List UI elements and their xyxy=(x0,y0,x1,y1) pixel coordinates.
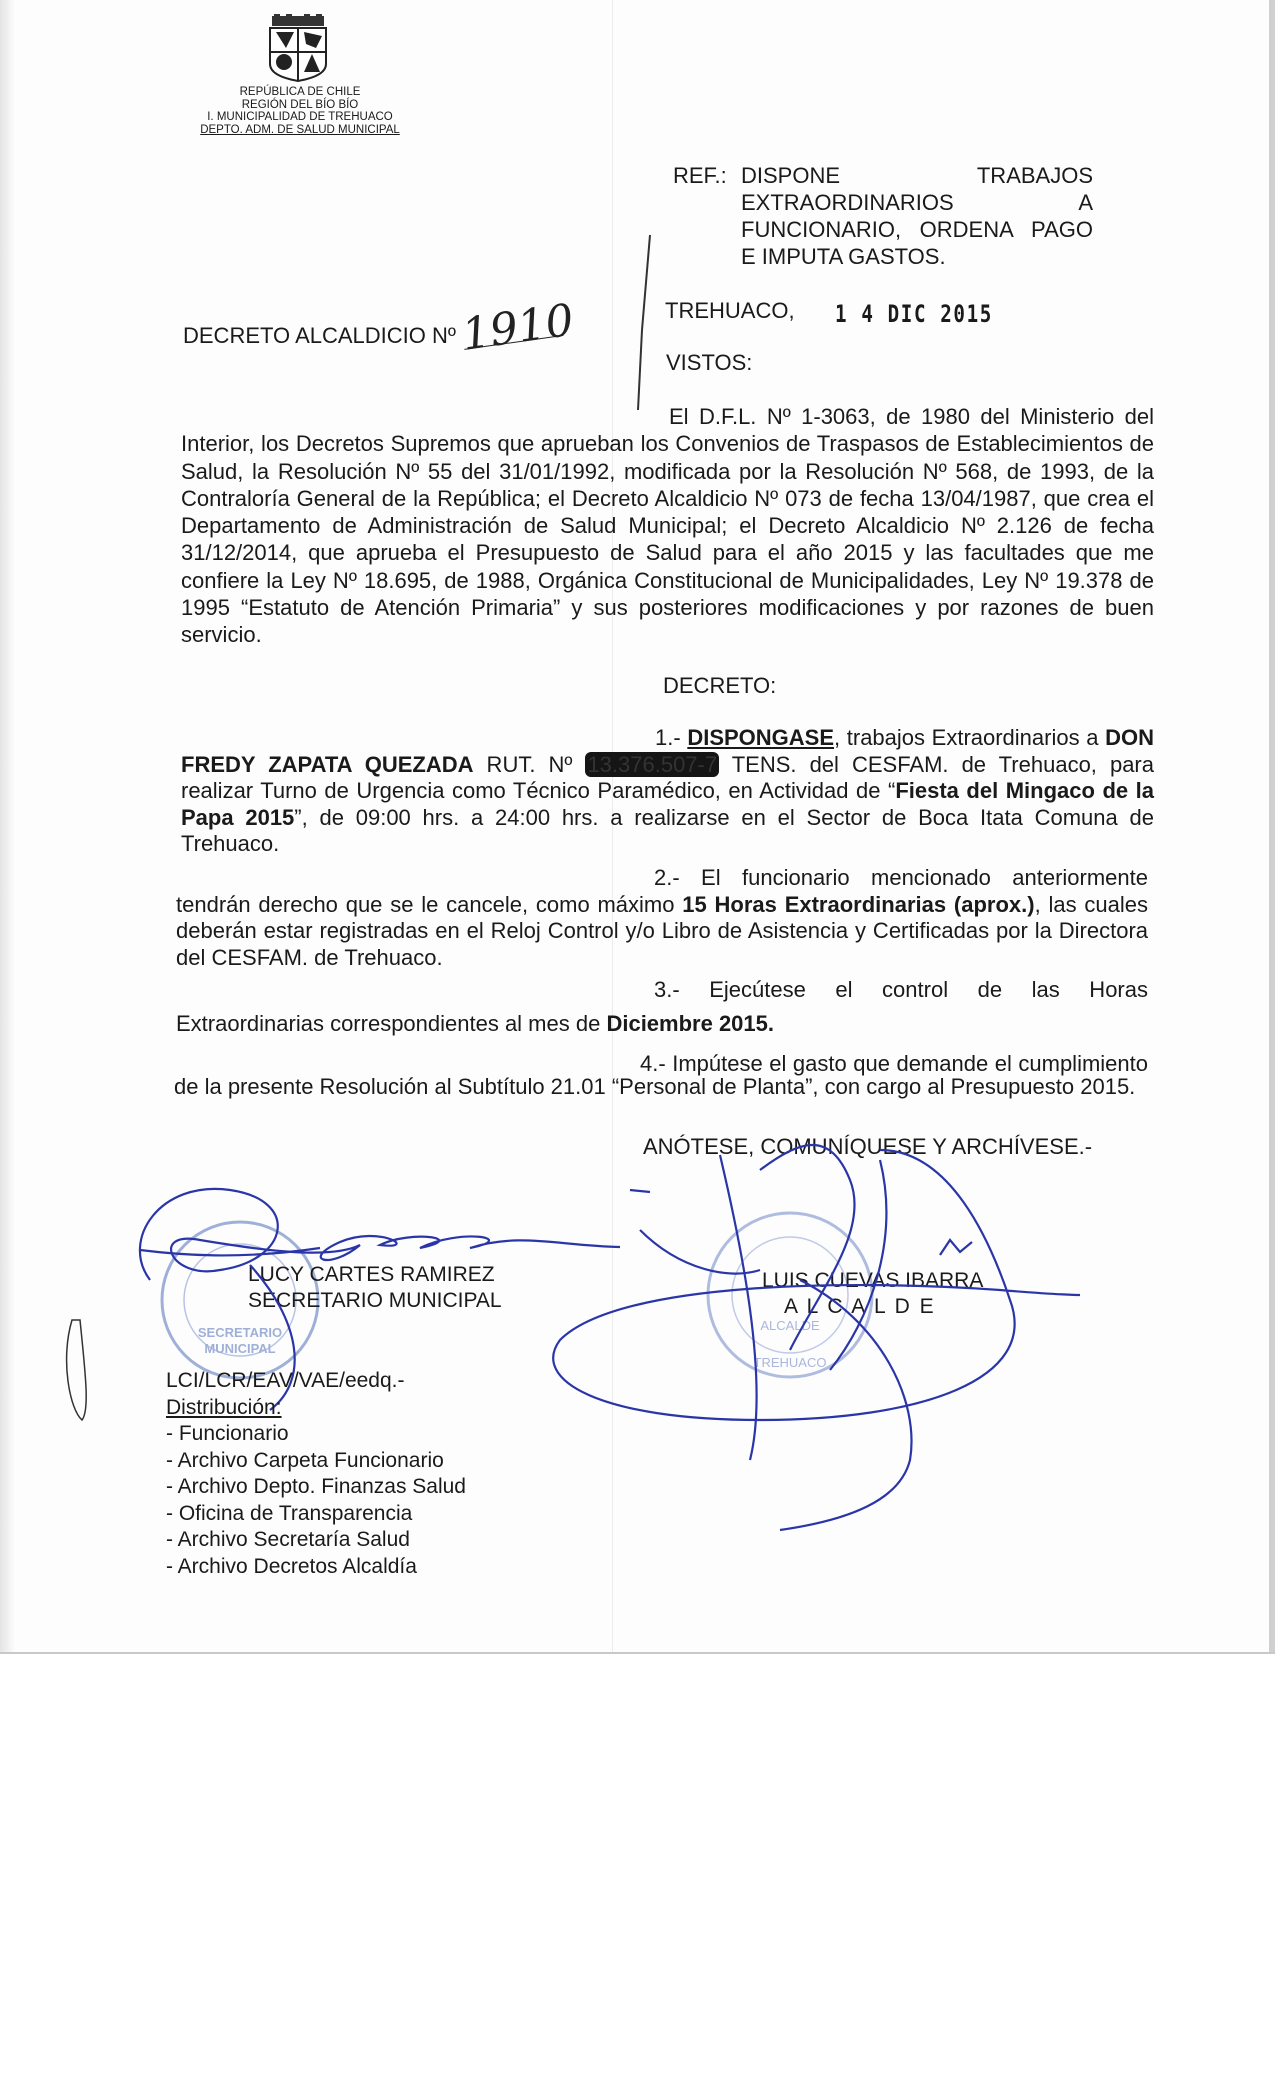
mayor-name: LUIS CUEVAS IBARRA xyxy=(762,1269,984,1292)
header-line: DEPTO. ADM. DE SALUD MUNICIPAL xyxy=(200,123,400,136)
distribution-item: - Archivo Decretos Alcaldía xyxy=(166,1554,417,1578)
header-line: REGIÓN DEL BÍO BÍO xyxy=(241,98,359,111)
employee-name: DON FREDY ZAPATA QUEZADA xyxy=(181,725,1154,777)
text: 2.- El funcionario mencionado anteriormente tendrán derecho que se le cancele, como máximo xyxy=(176,865,1148,917)
redacted-rut: 13.376.507-7 xyxy=(587,751,718,777)
distribution-item: - Archivo Carpeta Funcionario xyxy=(166,1448,444,1472)
stamp-text: MUNICIPAL xyxy=(204,1341,276,1356)
verb: DISPONGASE xyxy=(687,725,835,750)
ref-line: E IMPUTA GASTOS. xyxy=(741,244,946,269)
text: , trabajos Extraordinarios a xyxy=(834,725,1106,750)
handwritten-number: 1910 xyxy=(458,294,577,361)
decree-item-1 xyxy=(181,725,1154,858)
header-line: I. MUNICIPALIDAD DE TREHUACO xyxy=(207,111,393,123)
vistos-heading: VISTOS: xyxy=(666,350,753,375)
distribution-item: - Funcionario xyxy=(166,1422,289,1445)
mayor-title: A L C A L D E xyxy=(784,1295,936,1318)
decree-item-4: 4.- Impútese el gasto que demande el cumplimiento de la presente Resolución al Subtítulo 21.01 “Personal de Planta”, con cargo al Presupuesto 2015. xyxy=(174,1051,1148,1099)
stamp-text: TREHUACO xyxy=(753,1355,827,1370)
decree-label: DECRETO ALCALDICIO Nº xyxy=(183,323,456,348)
header-line: REPÚBLICA DE CHILE xyxy=(239,86,361,98)
closing-formula: ANÓTESE, COMUNÍQUESE Y ARCHÍVESE.- xyxy=(643,1134,1093,1159)
item-number: 1.- xyxy=(655,725,688,750)
ref-line: FUNCIONARIO, ORDENA PAGO xyxy=(741,217,1093,242)
text: , las cuales deberán estar registradas en el Reloj Control y/o Libro de Asistencia y Certificadas por la Directora del CESFAM. de Trehuaco. xyxy=(176,891,1148,970)
ref-label: REF.: xyxy=(673,163,727,188)
institution-header xyxy=(150,86,450,136)
text: 3.- Ejecútese el control de las Horas Extraordinarias correspondientes al mes de xyxy=(176,977,1148,1036)
distribution-item: - Archivo Depto. Finanzas Salud xyxy=(166,1475,466,1498)
decree-item-3 xyxy=(176,973,1148,1041)
decree-number xyxy=(183,294,577,361)
month: Diciembre 2015. xyxy=(606,1011,774,1036)
ref-line: DISPONE TRABAJOS xyxy=(741,163,1093,188)
secretary-title: SECRETARIO MUNICIPAL xyxy=(248,1289,502,1312)
date-stamp: 1 4 DIC 2015 xyxy=(835,300,993,328)
text: ”, de 09:00 hrs. a 24:00 hrs. a realizarse en el Sector de Boca Itata Comuna de Trehuaco. xyxy=(181,804,1154,856)
coat-of-arms-logo xyxy=(266,14,330,82)
place-label: TREHUACO, xyxy=(665,298,795,323)
stamp-text: ALCALDE xyxy=(760,1318,820,1333)
initials: LCI/LCR/EAV/VAE/eedq.- xyxy=(166,1369,405,1392)
reference-block xyxy=(673,162,1093,270)
ref-line: EXTRAORDINARIOS A xyxy=(741,190,1093,215)
hours-amount: 15 Horas Extraordinarias (aprox.) xyxy=(682,891,1035,917)
secretary-name: LUCY CARTES RAMIREZ xyxy=(248,1263,495,1286)
distribution-block xyxy=(166,1368,466,1580)
text: TENS. del CESFAM. de Trehuaco, para realizar Turno de Urgencia como Técnico Paramédico, en Actividad de “ xyxy=(181,751,1154,803)
decreto-heading: DECRETO: xyxy=(663,673,777,698)
distribution-item: - Oficina de Transparencia xyxy=(166,1501,413,1525)
event-name: Fiesta del Mingaco de la Papa 2015 xyxy=(181,778,1154,830)
text: RUT. Nº xyxy=(473,751,586,777)
distribution-heading: Distribución: xyxy=(166,1395,282,1419)
distribution-item: - Archivo Secretaría Salud xyxy=(166,1528,410,1551)
handwritten-slash xyxy=(580,230,660,420)
vistos-paragraph: El D.F.L. Nº 1-3063, de 1980 del Ministerio del Interior, los Decretos Supremos que aprueban los Convenios de Traspasos de Establecimientos de Salud, la Resolución Nº 55 del 31/01/1992, modificada por la Resolución Nº 568, de 1993, de la Contraloría General de la República; el Decreto Alcaldicio Nº 073 de fecha 13/04/1987, que crea el Departamento de Administración de Salud Municipal; el Decreto Alcaldicio Nº 2.126 de fecha 31/12/2014, que aprueba el Presupuesto de Salud para el año 2015 y las facultades que me confiere la Ley Nº 18.695, de 1988, Orgánica Constitucional de Municipalidades, Ley Nº 19.378 de 1995 “Estatuto de Atención Primaria” y sus posteriores modificaciones y por razones de buen servicio. xyxy=(181,404,1154,648)
decree-item-2 xyxy=(176,865,1148,971)
stamp-text: SECRETARIO xyxy=(197,1325,283,1340)
